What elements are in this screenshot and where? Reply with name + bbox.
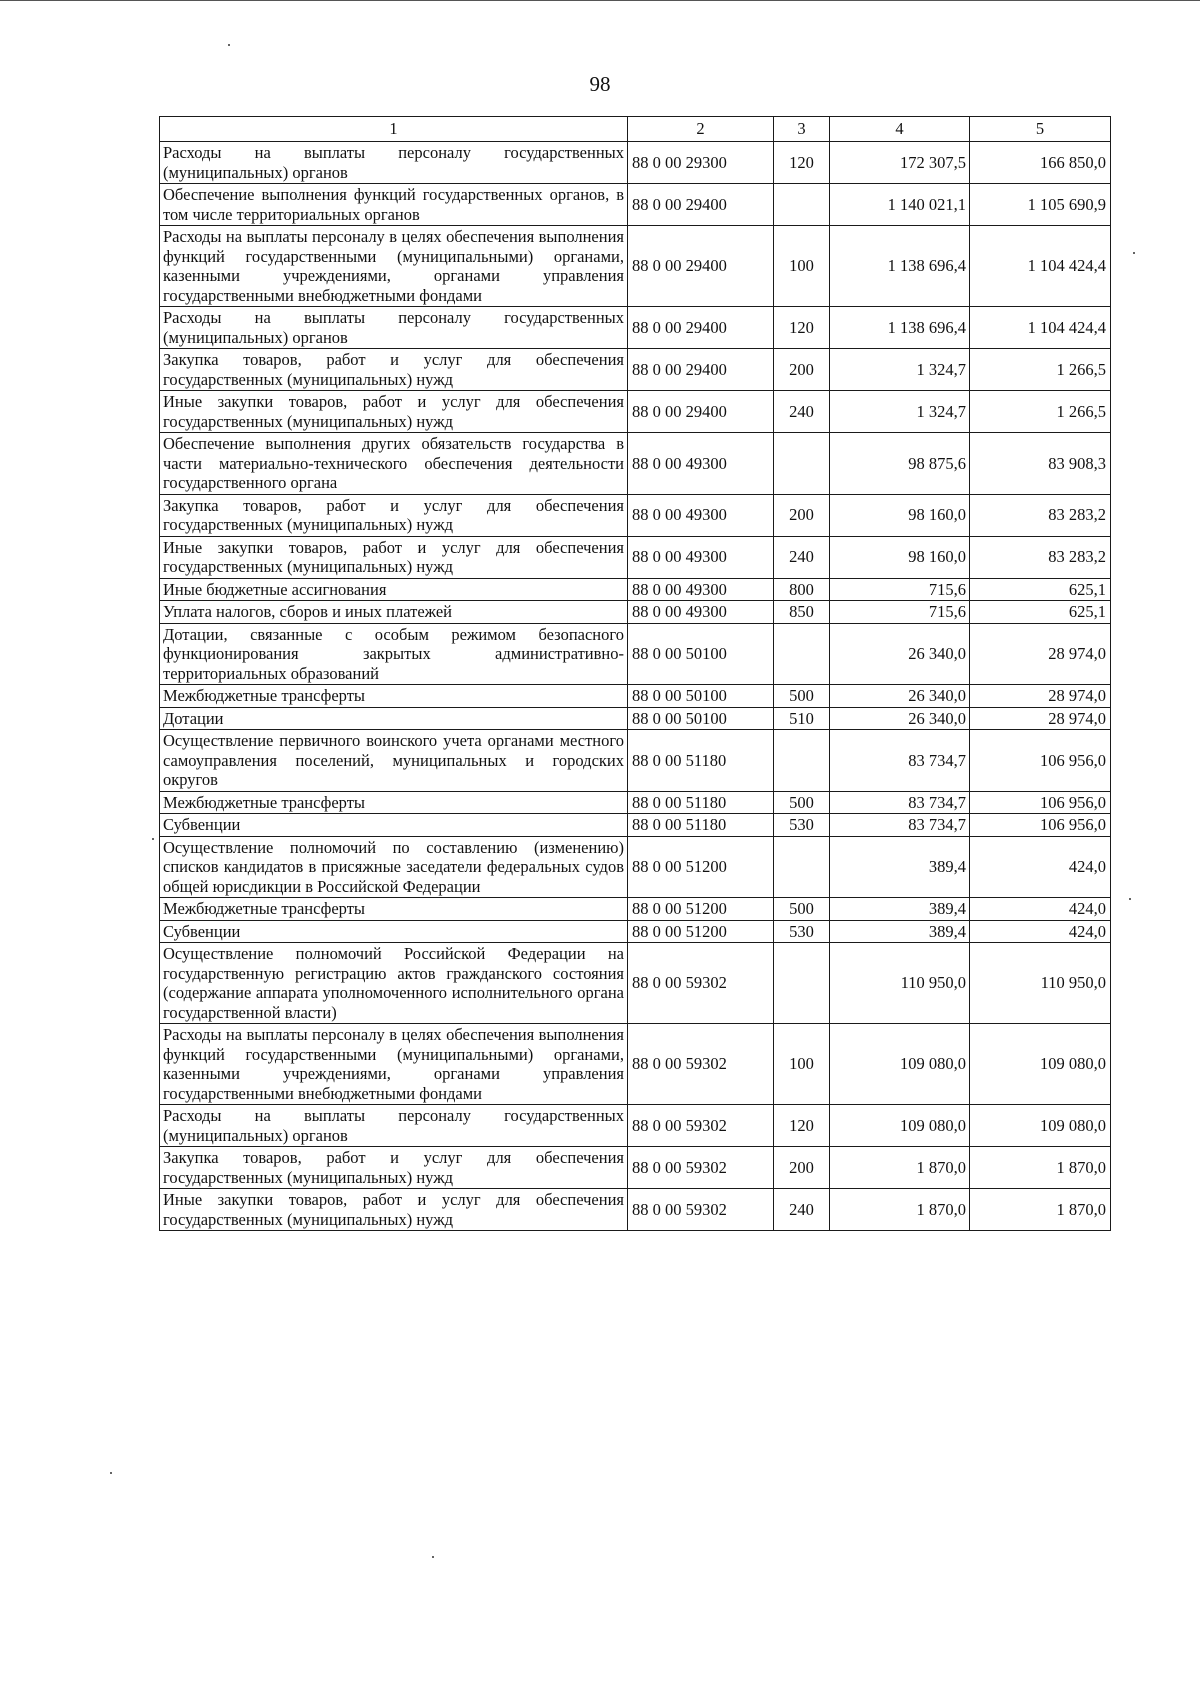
- row-name: Закупка товаров, работ и услуг для обеспечения государственных (муниципальных) нужд: [160, 349, 628, 391]
- row-code: 88 0 00 51200: [628, 898, 774, 921]
- row-code: 88 0 00 49300: [628, 433, 774, 495]
- row-amount-col4: 715,6: [830, 578, 970, 601]
- row-amount-col5: 625,1: [970, 578, 1111, 601]
- row-expense-type: 200: [774, 494, 830, 536]
- row-amount-col5: 1 104 424,4: [970, 226, 1111, 307]
- row-expense-type: 240: [774, 391, 830, 433]
- row-expense-type: 500: [774, 898, 830, 921]
- row-amount-col4: 172 307,5: [830, 142, 970, 184]
- row-amount-col4: 389,4: [830, 898, 970, 921]
- row-name: Межбюджетные трансферты: [160, 791, 628, 814]
- row-name: Расходы на выплаты персоналу государственных (муниципальных) органов: [160, 307, 628, 349]
- row-code: 88 0 00 59302: [628, 1189, 774, 1231]
- row-amount-col4: 389,4: [830, 836, 970, 898]
- table-row: [160, 494, 1111, 536]
- row-name: Иные закупки товаров, работ и услуг для обеспечения государственных (муниципальных) нужд: [160, 391, 628, 433]
- row-name: Субвенции: [160, 814, 628, 837]
- table-row: [160, 898, 1111, 921]
- row-amount-col4: 110 950,0: [830, 943, 970, 1024]
- row-name: Закупка товаров, работ и услуг для обеспечения государственных (муниципальных) нужд: [160, 494, 628, 536]
- row-amount-col4: 1 870,0: [830, 1147, 970, 1189]
- row-name: Расходы на выплаты персоналу государственных (муниципальных) органов: [160, 1105, 628, 1147]
- row-code: 88 0 00 51180: [628, 791, 774, 814]
- row-amount-col4: 1 138 696,4: [830, 226, 970, 307]
- row-expense-type: 530: [774, 814, 830, 837]
- row-amount-col4: 109 080,0: [830, 1024, 970, 1105]
- row-name: Закупка товаров, работ и услуг для обеспечения государственных (муниципальных) нужд: [160, 1147, 628, 1189]
- table-row: [160, 601, 1111, 624]
- row-name: Иные бюджетные ассигнования: [160, 578, 628, 601]
- row-expense-type: [774, 184, 830, 226]
- row-code: 88 0 00 51200: [628, 920, 774, 943]
- row-expense-type: [774, 623, 830, 685]
- row-amount-col5: 1 104 424,4: [970, 307, 1111, 349]
- row-name: Осуществление полномочий по составлению (изменению) списков кандидатов в присяжные заседатели федеральных судов общей юрисдикции в Российской Федерации: [160, 836, 628, 898]
- row-name: Иные закупки товаров, работ и услуг для обеспечения государственных (муниципальных) нужд: [160, 1189, 628, 1231]
- row-amount-col5: 110 950,0: [970, 943, 1111, 1024]
- row-amount-col4: 26 340,0: [830, 623, 970, 685]
- table-row: [160, 1105, 1111, 1147]
- row-amount-col5: 106 956,0: [970, 730, 1111, 792]
- row-expense-type: 200: [774, 1147, 830, 1189]
- row-amount-col5: 109 080,0: [970, 1105, 1111, 1147]
- table-row: [160, 920, 1111, 943]
- row-amount-col4: 98 875,6: [830, 433, 970, 495]
- row-amount-col4: 98 160,0: [830, 494, 970, 536]
- page-number: 98: [589, 72, 611, 96]
- row-name: Дотации: [160, 707, 628, 730]
- row-amount-col4: 83 734,7: [830, 791, 970, 814]
- column-header-4: 4: [830, 117, 970, 142]
- row-expense-type: 120: [774, 142, 830, 184]
- row-name: Осуществление полномочий Российской Федерации на государственную регистрацию актов гражданского состояния (содержание аппарата уполномоченного исполнительного органа государственной власти): [160, 943, 628, 1024]
- row-amount-col5: 28 974,0: [970, 685, 1111, 708]
- row-amount-col4: 1 324,7: [830, 349, 970, 391]
- row-name: Дотации, связанные с особым режимом безопасного функционирования закрытых административно-территориальных образований: [160, 623, 628, 685]
- table-row: [160, 226, 1111, 307]
- row-code: 88 0 00 29400: [628, 226, 774, 307]
- row-expense-type: [774, 433, 830, 495]
- row-amount-col5: 106 956,0: [970, 791, 1111, 814]
- row-expense-type: 100: [774, 226, 830, 307]
- row-code: 88 0 00 50100: [628, 707, 774, 730]
- row-code: 88 0 00 49300: [628, 536, 774, 578]
- row-expense-type: 500: [774, 791, 830, 814]
- row-amount-col5: 28 974,0: [970, 707, 1111, 730]
- header-row: [160, 117, 1111, 142]
- row-code: 88 0 00 50100: [628, 685, 774, 708]
- row-name: Уплата налогов, сборов и иных платежей: [160, 601, 628, 624]
- table-row: [160, 707, 1111, 730]
- row-name: Расходы на выплаты персоналу в целях обеспечения выполнения функций государственными (муниципальными) органами, казенными учреждениями, органами управления государственными внебюджетными фондами: [160, 226, 628, 307]
- row-code: 88 0 00 49300: [628, 578, 774, 601]
- table-row: [160, 730, 1111, 792]
- row-amount-col5: 424,0: [970, 920, 1111, 943]
- row-expense-type: [774, 943, 830, 1024]
- row-amount-col4: 83 734,7: [830, 814, 970, 837]
- row-amount-col5: 1 105 690,9: [970, 184, 1111, 226]
- row-amount-col4: 389,4: [830, 920, 970, 943]
- row-expense-type: 800: [774, 578, 830, 601]
- row-amount-col4: 1 140 021,1: [830, 184, 970, 226]
- column-header-3: 3: [774, 117, 830, 142]
- row-expense-type: 240: [774, 536, 830, 578]
- row-amount-col5: 83 283,2: [970, 536, 1111, 578]
- row-amount-col5: 83 283,2: [970, 494, 1111, 536]
- table-row: [160, 836, 1111, 898]
- column-header-2: 2: [628, 117, 774, 142]
- row-code: 88 0 00 51200: [628, 836, 774, 898]
- budget-table: [159, 116, 1111, 1231]
- table-row: [160, 578, 1111, 601]
- row-name: Осуществление первичного воинского учета органами местного самоуправления поселений, муниципальных и городских округов: [160, 730, 628, 792]
- row-amount-col5: 1 266,5: [970, 391, 1111, 433]
- scan-top-edge: [0, 0, 1200, 1]
- row-amount-col5: 83 908,3: [970, 433, 1111, 495]
- row-amount-col5: 1 870,0: [970, 1189, 1111, 1231]
- table-row: [160, 536, 1111, 578]
- row-expense-type: 120: [774, 1105, 830, 1147]
- table-row: [160, 791, 1111, 814]
- row-code: 88 0 00 59302: [628, 1105, 774, 1147]
- row-name: Обеспечение выполнения функций государственных органов, в том числе территориальных органов: [160, 184, 628, 226]
- row-amount-col5: 1 870,0: [970, 1147, 1111, 1189]
- row-amount-col5: 424,0: [970, 898, 1111, 921]
- row-expense-type: 530: [774, 920, 830, 943]
- row-amount-col4: 109 080,0: [830, 1105, 970, 1147]
- row-amount-col4: 26 340,0: [830, 707, 970, 730]
- row-code: 88 0 00 29400: [628, 307, 774, 349]
- table-row: [160, 349, 1111, 391]
- row-amount-col5: 28 974,0: [970, 623, 1111, 685]
- table-row: [160, 391, 1111, 433]
- table-row: [160, 184, 1111, 226]
- row-expense-type: 100: [774, 1024, 830, 1105]
- row-expense-type: 200: [774, 349, 830, 391]
- row-amount-col5: 1 266,5: [970, 349, 1111, 391]
- row-expense-type: 850: [774, 601, 830, 624]
- row-amount-col4: 98 160,0: [830, 536, 970, 578]
- row-expense-type: 120: [774, 307, 830, 349]
- table-row: [160, 1189, 1111, 1231]
- column-header-5: 5: [970, 117, 1111, 142]
- row-amount-col4: 715,6: [830, 601, 970, 624]
- table-row: [160, 814, 1111, 837]
- row-code: 88 0 00 51180: [628, 730, 774, 792]
- table-row: [160, 142, 1111, 184]
- row-code: 88 0 00 50100: [628, 623, 774, 685]
- row-expense-type: 500: [774, 685, 830, 708]
- row-code: 88 0 00 59302: [628, 1024, 774, 1105]
- row-amount-col4: 1 138 696,4: [830, 307, 970, 349]
- row-name: Межбюджетные трансферты: [160, 898, 628, 921]
- row-amount-col5: 166 850,0: [970, 142, 1111, 184]
- table-row: [160, 1147, 1111, 1189]
- row-name: Обеспечение выполнения других обязательств государства в части материально-технического обеспечения деятельности государственного органа: [160, 433, 628, 495]
- row-amount-col5: 424,0: [970, 836, 1111, 898]
- row-code: 88 0 00 29400: [628, 391, 774, 433]
- row-name: Иные закупки товаров, работ и услуг для обеспечения государственных (муниципальных) нужд: [160, 536, 628, 578]
- table-row: [160, 943, 1111, 1024]
- table-row: [160, 1024, 1111, 1105]
- row-amount-col5: 109 080,0: [970, 1024, 1111, 1105]
- row-amount-col4: 26 340,0: [830, 685, 970, 708]
- row-code: 88 0 00 59302: [628, 943, 774, 1024]
- column-header-1: 1: [160, 117, 628, 142]
- row-name: Расходы на выплаты персоналу в целях обеспечения выполнения функций государственными (муниципальными) органами, казенными учреждениями, органами управления государственными внебюджетными фондами: [160, 1024, 628, 1105]
- row-name: Субвенции: [160, 920, 628, 943]
- table-row: [160, 623, 1111, 685]
- table-row: [160, 685, 1111, 708]
- row-amount-col4: 1 870,0: [830, 1189, 970, 1231]
- row-code: 88 0 00 29400: [628, 349, 774, 391]
- row-name: Межбюджетные трансферты: [160, 685, 628, 708]
- row-expense-type: 240: [774, 1189, 830, 1231]
- row-expense-type: 510: [774, 707, 830, 730]
- table-row: [160, 433, 1111, 495]
- row-amount-col5: 106 956,0: [970, 814, 1111, 837]
- row-code: 88 0 00 51180: [628, 814, 774, 837]
- row-code: 88 0 00 49300: [628, 601, 774, 624]
- row-expense-type: [774, 730, 830, 792]
- row-amount-col4: 83 734,7: [830, 730, 970, 792]
- row-amount-col5: 625,1: [970, 601, 1111, 624]
- table-body: [160, 142, 1111, 1231]
- row-code: 88 0 00 59302: [628, 1147, 774, 1189]
- row-amount-col4: 1 324,7: [830, 391, 970, 433]
- row-code: 88 0 00 29400: [628, 184, 774, 226]
- row-code: 88 0 00 29300: [628, 142, 774, 184]
- table-row: [160, 307, 1111, 349]
- row-expense-type: [774, 836, 830, 898]
- row-name: Расходы на выплаты персоналу государственных (муниципальных) органов: [160, 142, 628, 184]
- row-code: 88 0 00 49300: [628, 494, 774, 536]
